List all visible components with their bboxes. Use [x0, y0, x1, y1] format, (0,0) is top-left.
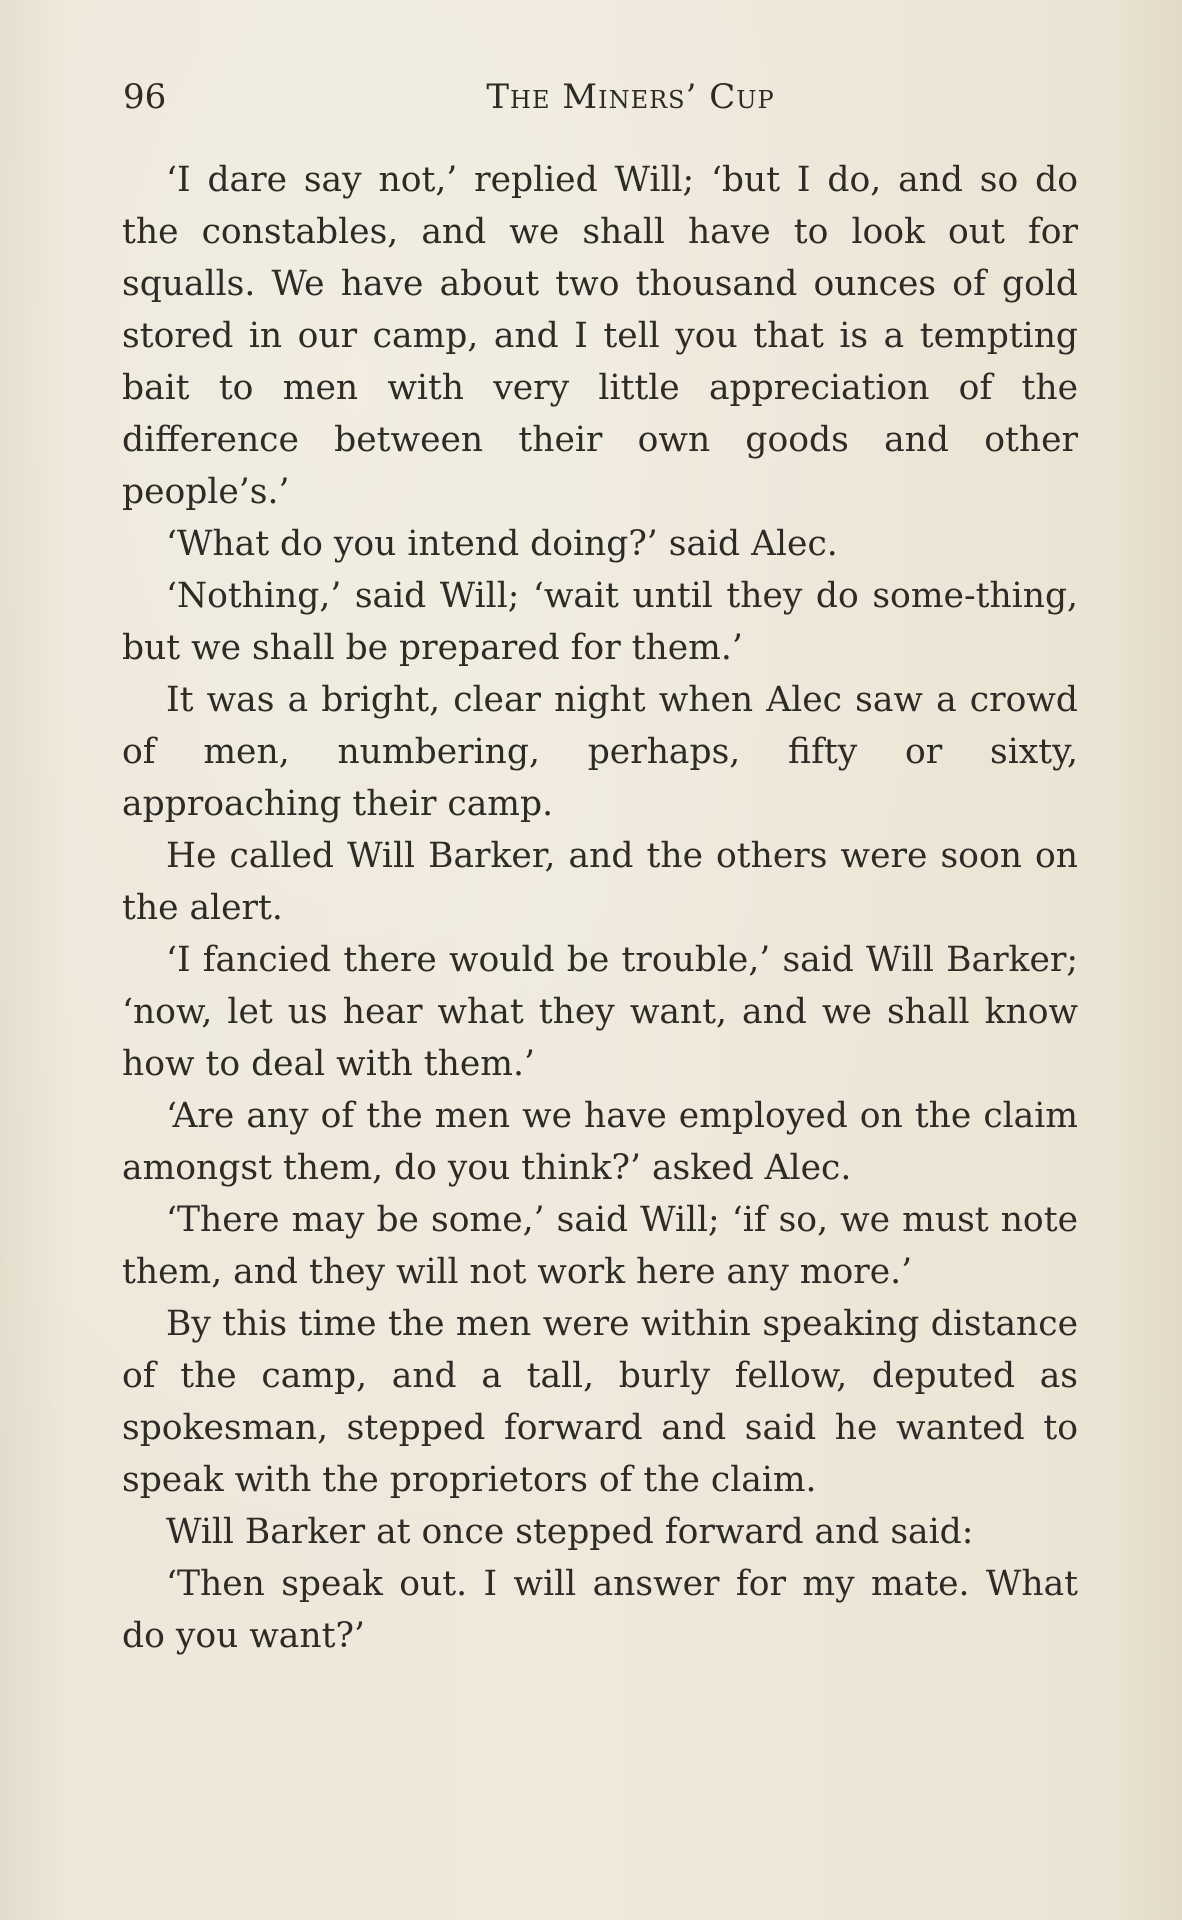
paragraph: He called Will Barker, and the others were soon on the alert. [122, 836, 1078, 928]
paragraph: ‘There may be some,’ said Will; ‘if so, we must note them, and they will not work here any more.’ [122, 1200, 1078, 1292]
page-number: 96 [123, 77, 167, 117]
body-text [122, 154, 1078, 1662]
paragraph: ‘Are any of the men we have employed on the claim amongst them, do you think?’ asked Alec. [122, 1096, 1078, 1188]
paragraph: ‘I dare say not,’ replied Will; ‘but I do, and so do the constables, and we shall have to look out for squalls. We have about two thousand ounces of gold stored in our camp, and I tell you that is a tempting bait to men with very little appreciation of the difference between their own goods and other people’s.’ [122, 160, 1078, 512]
paragraph: By this time the men were within speaking distance of the camp, and a tall, burly fellow, deputed as spokesman, stepped forward and said he wanted to speak with the proprietors of the claim. [122, 1304, 1078, 1500]
paragraph: ‘I fancied there would be trouble,’ said Will Barker; ‘now, let us hear what they want, and we shall know how to deal with them.’ [122, 940, 1078, 1084]
paragraph: It was a bright, clear night when Alec saw a crowd of men, numbering, perhaps, fifty or sixty, approaching their camp. [122, 680, 1078, 824]
running-title: The Miners’ Cup [486, 77, 775, 117]
paragraph: ‘Nothing,’ said Will; ‘wait until they do some-thing, but we shall be prepared for them.’ [122, 576, 1078, 668]
paragraph: Will Barker at once stepped forward and said: [166, 1512, 974, 1552]
paragraph: ‘Then speak out. I will answer for my mate. What do you want?’ [122, 1564, 1078, 1656]
page-header [123, 72, 1078, 122]
paragraph: ‘What do you intend doing?’ said Alec. [166, 524, 838, 564]
